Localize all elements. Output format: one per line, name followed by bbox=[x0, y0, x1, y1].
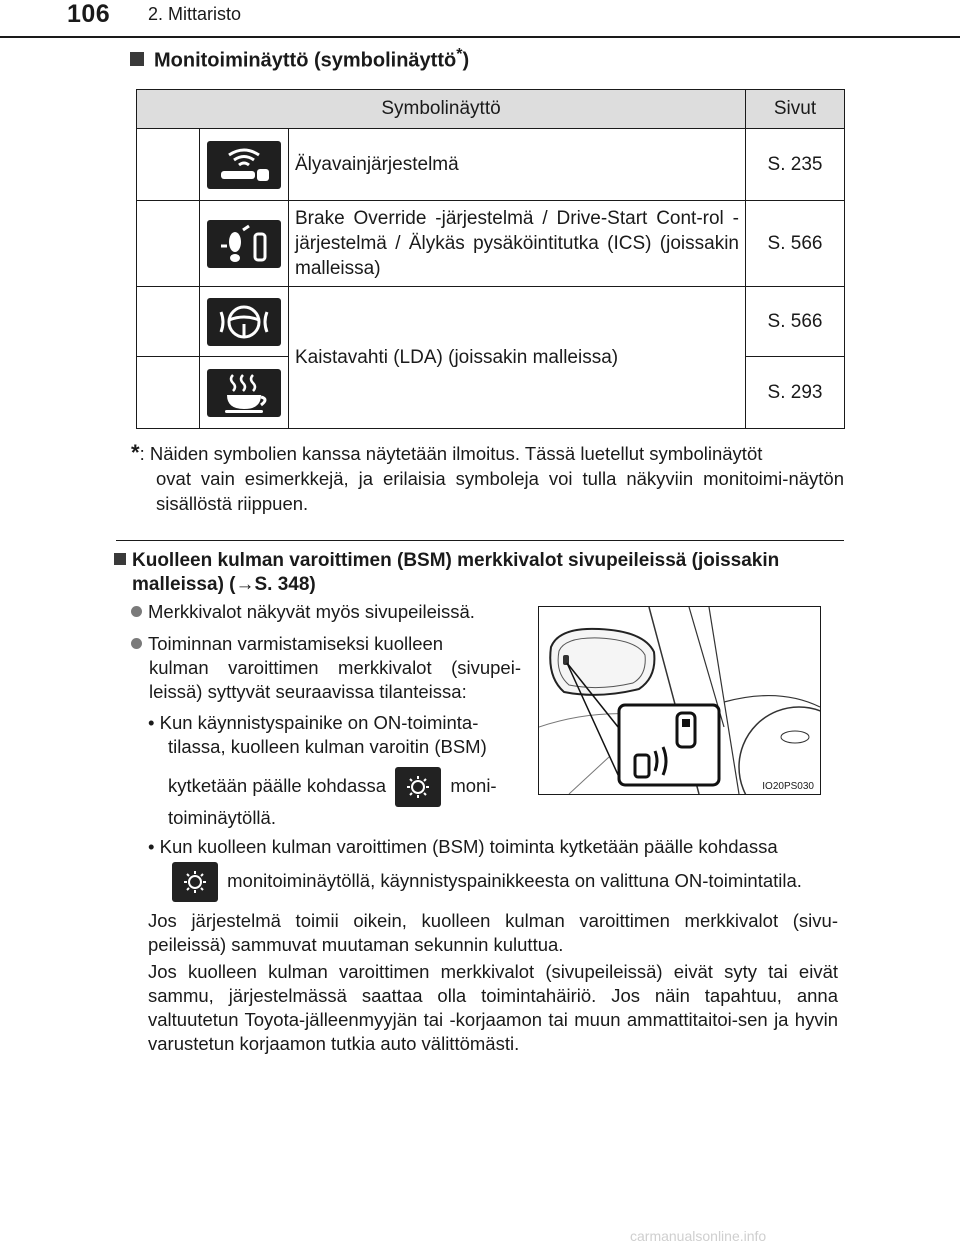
table-header-row bbox=[137, 90, 845, 129]
section-square-marker bbox=[114, 553, 126, 565]
table-row bbox=[137, 201, 845, 287]
bullet-item: Toiminnan varmistamiseksi kuolleen kulman varoittimen merkkivalot (sivupei-leissä) syttyvät seuraavissa tilanteissa: bbox=[131, 632, 521, 704]
header-divider bbox=[0, 36, 960, 38]
bullet-dot-icon bbox=[131, 606, 142, 617]
symbol-table bbox=[136, 89, 845, 429]
settings-gear-icon bbox=[395, 767, 441, 807]
sub-item-line: toiminäytöllä. bbox=[168, 807, 276, 828]
bullet-dot-icon bbox=[131, 638, 142, 649]
header-pages: Sivut bbox=[746, 90, 845, 129]
chapter-title: 2. Mittaristo bbox=[148, 4, 242, 24]
footnote: *: Näiden symbolien kanssa näytetään ilmoitus. Tässä luetellut symbolinäytöt ovat vain esimerkkejä, ja erilaisia symboleja voi tulla näkyviin monitoimi-näytön sisällöstä riippuen. bbox=[131, 440, 844, 514]
settings-gear-icon bbox=[172, 862, 218, 902]
watermark: carmanualsonline.info bbox=[630, 1228, 767, 1244]
row-page: S. 293 bbox=[746, 357, 845, 429]
header-symbol-display: Symbolinäyttö bbox=[137, 90, 746, 129]
row-page: S. 566 bbox=[746, 287, 845, 357]
page-number: 106 bbox=[67, 0, 111, 28]
paragraph: Jos järjestelmä toimii oikein, kuolleen kulman varoittimen merkkivalot (sivu-peileissä) sammuvat muutaman sekunnin kuluttua. bbox=[148, 910, 838, 955]
figure-label: IO20PS030 bbox=[762, 781, 814, 792]
coffee-cup-icon bbox=[207, 369, 281, 417]
side-mirror-illustration bbox=[538, 606, 821, 795]
steering-wheel-hands-icon bbox=[207, 298, 281, 346]
sub-item: • Kun kuolleen kulman varoittimen (BSM) toiminta kytketään päälle kohdassa bbox=[148, 836, 778, 857]
table-row bbox=[137, 287, 845, 357]
section-title-multi-info-display: Monitoiminäyttö (symbolinäyttö*) bbox=[130, 46, 469, 73]
brake-override-icon bbox=[207, 220, 281, 268]
sub-item-line: monitoiminäytöllä, käynnistyspainikkeesta on valittuna ON-toimintatila. bbox=[168, 862, 802, 902]
paragraph: Jos kuolleen kulman varoittimen merkkivalot (sivupeileissä) eivät syty tai eivät sammu, järjestelmässä saattaa olla toimintahäiriö. Jos näin tapahtuu, anna valtuutetun Toyota-jälleenmyyjän tai -korjaamon tai muun ammattitaitoi-sen ja hyvin varustetun korjaamon tutkia auto välittömästi. bbox=[148, 961, 838, 1054]
row-description: Brake Override -järjestelmä / Drive-Start Cont-rol -järjestelmä / Älykäs pysäköintitutka (ICS) (joissakin malleissa) bbox=[289, 201, 746, 287]
row-page: S. 235 bbox=[746, 129, 845, 201]
row-description: Älyavainjärjestelmä bbox=[289, 129, 746, 201]
section-title-bsm: Kuolleen kulman varoittimen (BSM) merkkivalot sivupeileissä (joissakin malleissa) (→S. 348) bbox=[114, 549, 844, 597]
row-description: Kaistavahti (LDA) (joissakin malleissa) bbox=[289, 287, 746, 429]
table-row bbox=[137, 129, 845, 201]
intelligent-clearance-sonar-icon bbox=[207, 141, 281, 189]
row-page: S. 566 bbox=[746, 201, 845, 287]
section-divider bbox=[116, 540, 844, 541]
sub-item: • Kun käynnistyspainike on ON-toiminta- tilassa, kuolleen kulman varoitin (BSM) bbox=[148, 712, 487, 757]
bullet-item: Merkkivalot näkyvät myös sivupeileissä. bbox=[131, 600, 475, 624]
sub-item-line: kytketään päälle kohdassa moni- bbox=[168, 767, 497, 807]
section-square-marker bbox=[130, 52, 144, 66]
